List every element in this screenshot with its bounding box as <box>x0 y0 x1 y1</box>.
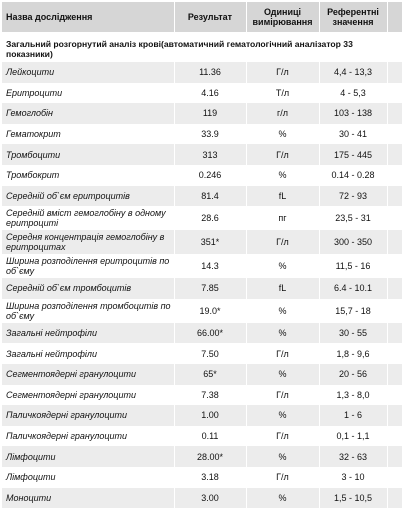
table-header-row <box>2 2 402 33</box>
test-name-cell: Гематокрит <box>2 124 174 145</box>
unit-cell: Г/л <box>246 385 319 406</box>
row-spacer <box>387 385 402 406</box>
row-spacer <box>387 278 402 299</box>
reference-cell: 20 - 56 <box>319 364 387 385</box>
result-cell: 19.0* <box>174 299 246 323</box>
reference-cell: 0,1 - 1,1 <box>319 426 387 447</box>
table-row <box>2 343 402 364</box>
table-row <box>2 206 402 230</box>
test-name-cell: Загальні нейтрофіли <box>2 343 174 364</box>
table-row <box>2 364 402 385</box>
unit-cell: % <box>246 446 319 467</box>
result-cell: 4.16 <box>174 83 246 104</box>
unit-cell: % <box>246 124 319 145</box>
test-name-cell: Паличкоядерні гранулоцити <box>2 405 174 426</box>
table-row <box>2 103 402 124</box>
header-result: Результат <box>174 2 246 33</box>
result-cell: 351* <box>174 230 246 254</box>
unit-cell: Т/л <box>246 83 319 104</box>
table-row <box>2 62 402 83</box>
table-row <box>2 426 402 447</box>
table-row <box>2 385 402 406</box>
result-cell: 313 <box>174 144 246 165</box>
unit-cell: % <box>246 364 319 385</box>
row-spacer <box>387 426 402 447</box>
result-cell: 0.11 <box>174 426 246 447</box>
row-spacer <box>387 62 402 83</box>
result-cell: 7.85 <box>174 278 246 299</box>
test-name-cell: Загальні нейтрофіли <box>2 323 174 344</box>
test-name-cell: Моноцити <box>2 488 174 508</box>
unit-cell: Г/л <box>246 467 319 488</box>
table-row <box>2 299 402 323</box>
header-spacer <box>387 2 402 33</box>
unit-cell: % <box>246 488 319 508</box>
reference-cell: 6.4 - 10.1 <box>319 278 387 299</box>
reference-cell: 103 - 138 <box>319 103 387 124</box>
test-name-cell: Середня концентрація гемоглобіну в еритроцитах <box>2 230 174 254</box>
row-spacer <box>387 206 402 230</box>
reference-cell: 0.14 - 0.28 <box>319 165 387 186</box>
table-row <box>2 488 402 508</box>
result-cell: 3.18 <box>174 467 246 488</box>
reference-cell: 1,5 - 10,5 <box>319 488 387 508</box>
table-row <box>2 124 402 145</box>
reference-cell: 11,5 - 16 <box>319 254 387 278</box>
result-cell: 0.246 <box>174 165 246 186</box>
reference-cell: 15,7 - 18 <box>319 299 387 323</box>
test-name-cell: Еритроцити <box>2 83 174 104</box>
table-row <box>2 186 402 207</box>
unit-cell: % <box>246 299 319 323</box>
section-title: Загальний розгорнутий аналіз крові(автоматичний гематологічний аналізатор 33 показники) <box>2 33 387 62</box>
row-spacer <box>387 323 402 344</box>
unit-cell: Г/л <box>246 426 319 447</box>
result-cell: 1.00 <box>174 405 246 426</box>
result-cell: 14.3 <box>174 254 246 278</box>
test-name-cell: Тромбокрит <box>2 165 174 186</box>
unit-cell: г/л <box>246 103 319 124</box>
reference-cell: 4,4 - 13,3 <box>319 62 387 83</box>
unit-cell: пг <box>246 206 319 230</box>
test-name-cell: Гемоглобін <box>2 103 174 124</box>
test-name-cell: Ширина розподілення еритроцитів по об`єму <box>2 254 174 278</box>
result-cell: 7.50 <box>174 343 246 364</box>
test-name-cell: Середній об`єм тромбоцитів <box>2 278 174 299</box>
reference-cell: 4 - 5,3 <box>319 83 387 104</box>
reference-cell: 32 - 63 <box>319 446 387 467</box>
row-spacer <box>387 254 402 278</box>
lab-report <box>2 2 402 508</box>
row-spacer <box>387 405 402 426</box>
result-cell: 119 <box>174 103 246 124</box>
test-name-cell: Середній вміст гемоглобіну в одному еритроциті <box>2 206 174 230</box>
result-cell: 81.4 <box>174 186 246 207</box>
row-spacer <box>387 186 402 207</box>
test-name-cell: Паличкоядерні гранулоцити <box>2 426 174 447</box>
row-spacer <box>387 230 402 254</box>
table-row <box>2 254 402 278</box>
table-row <box>2 144 402 165</box>
row-spacer <box>387 299 402 323</box>
reference-cell: 3 - 10 <box>319 467 387 488</box>
unit-cell: Г/л <box>246 230 319 254</box>
result-cell: 11.36 <box>174 62 246 83</box>
result-cell: 3.00 <box>174 488 246 508</box>
test-name-cell: Сегментоядерні гранулоцити <box>2 364 174 385</box>
table-row <box>2 323 402 344</box>
row-spacer <box>387 343 402 364</box>
row-spacer <box>387 124 402 145</box>
row-spacer <box>387 488 402 508</box>
reference-cell: 30 - 55 <box>319 323 387 344</box>
reference-cell: 72 - 93 <box>319 186 387 207</box>
unit-cell: fL <box>246 186 319 207</box>
result-cell: 33.9 <box>174 124 246 145</box>
section-spacer <box>387 33 402 62</box>
header-test-name: Назва дослідження <box>2 2 174 33</box>
table-row <box>2 278 402 299</box>
table-row <box>2 446 402 467</box>
row-spacer <box>387 165 402 186</box>
unit-cell: % <box>246 254 319 278</box>
table-row <box>2 467 402 488</box>
table-row <box>2 405 402 426</box>
test-name-cell: Сегментоядерні гранулоцити <box>2 385 174 406</box>
reference-cell: 300 - 350 <box>319 230 387 254</box>
row-spacer <box>387 103 402 124</box>
test-name-cell: Лімфоцити <box>2 467 174 488</box>
unit-cell: Г/л <box>246 62 319 83</box>
reference-cell: 175 - 445 <box>319 144 387 165</box>
result-cell: 66.00* <box>174 323 246 344</box>
table-row <box>2 83 402 104</box>
row-spacer <box>387 144 402 165</box>
test-name-cell: Тромбоцити <box>2 144 174 165</box>
test-name-cell: Середній об`єм еритроцитів <box>2 186 174 207</box>
header-units: Одиниці вимірювання <box>246 2 319 33</box>
test-name-cell: Ширина розподілення тромбоцитів по об`єму <box>2 299 174 323</box>
section-row <box>2 33 402 62</box>
unit-cell: Г/л <box>246 144 319 165</box>
row-spacer <box>387 83 402 104</box>
results-table <box>2 2 403 508</box>
test-name-cell: Лейкоцити <box>2 62 174 83</box>
header-reference: Референтні значення <box>319 2 387 33</box>
reference-cell: 1 - 6 <box>319 405 387 426</box>
row-spacer <box>387 364 402 385</box>
unit-cell: % <box>246 165 319 186</box>
unit-cell: % <box>246 323 319 344</box>
reference-cell: 1,8 - 9,6 <box>319 343 387 364</box>
reference-cell: 1,3 - 8,0 <box>319 385 387 406</box>
row-spacer <box>387 446 402 467</box>
result-cell: 28.6 <box>174 206 246 230</box>
unit-cell: % <box>246 405 319 426</box>
unit-cell: Г/л <box>246 343 319 364</box>
table-row <box>2 165 402 186</box>
table-row <box>2 230 402 254</box>
test-name-cell: Лімфоцити <box>2 446 174 467</box>
row-spacer <box>387 467 402 488</box>
unit-cell: fL <box>246 278 319 299</box>
reference-cell: 23,5 - 31 <box>319 206 387 230</box>
result-cell: 7.38 <box>174 385 246 406</box>
result-cell: 28.00* <box>174 446 246 467</box>
reference-cell: 30 - 41 <box>319 124 387 145</box>
result-cell: 65* <box>174 364 246 385</box>
